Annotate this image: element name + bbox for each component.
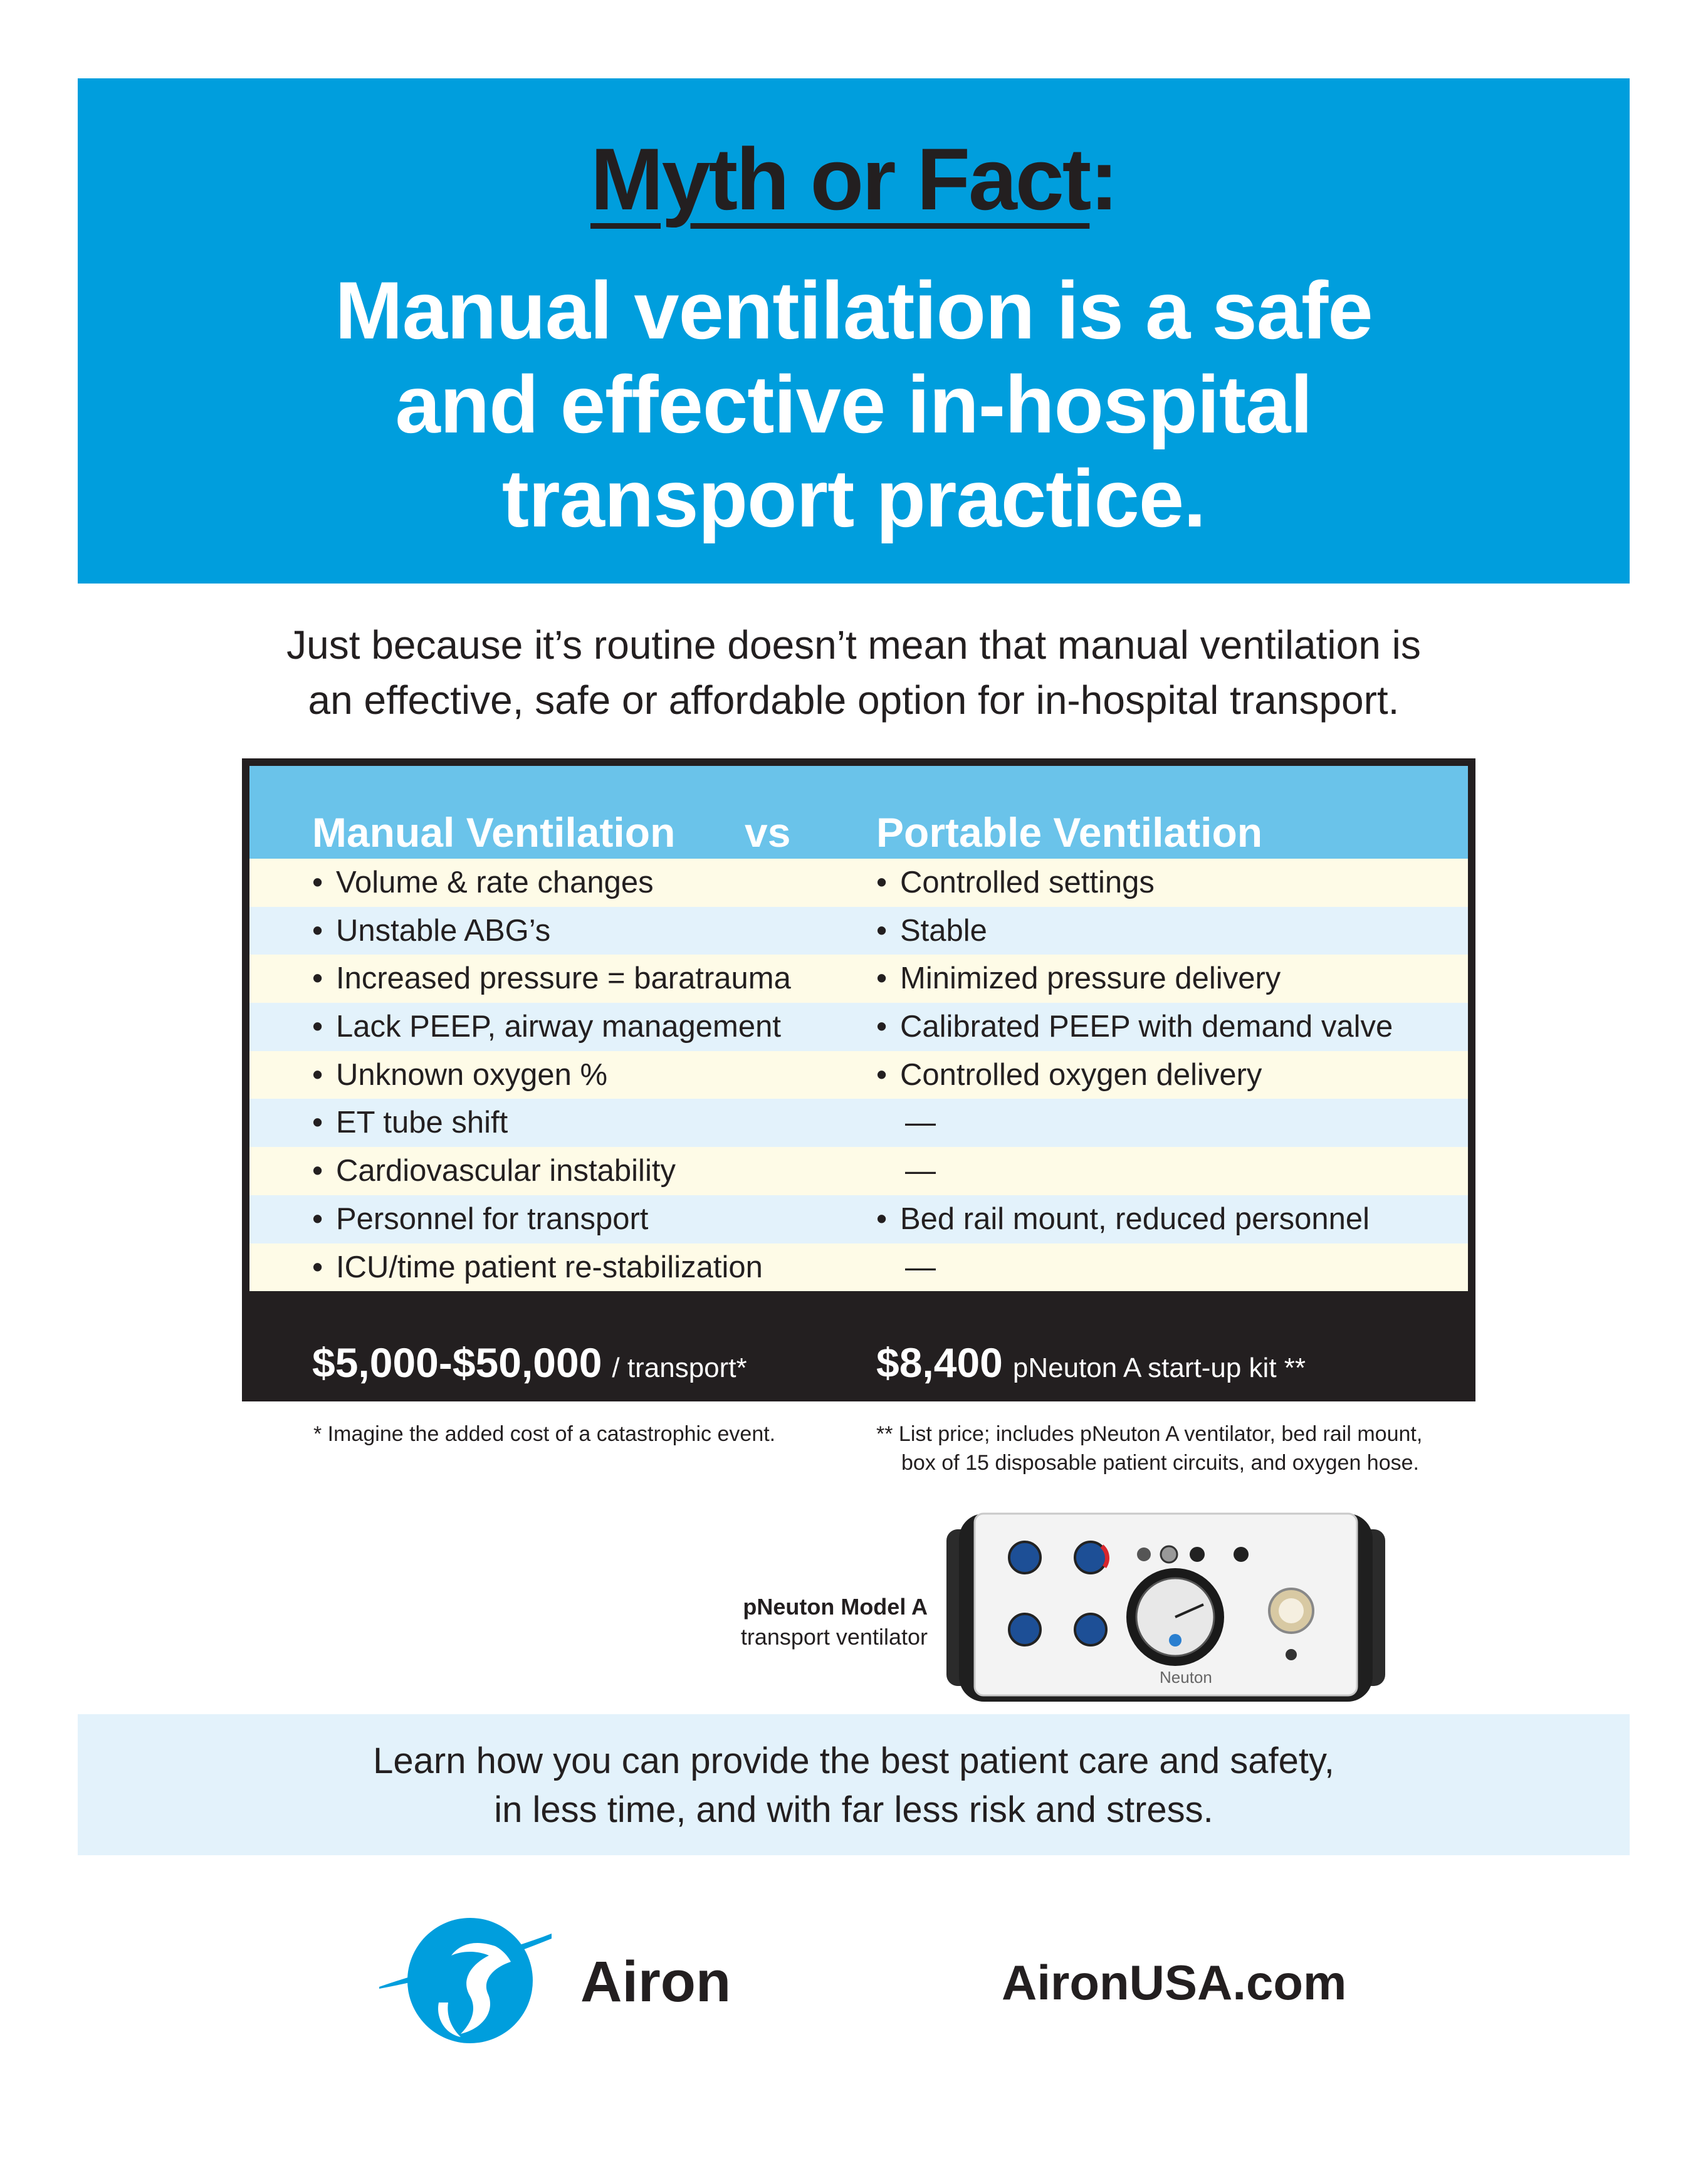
table-row xyxy=(249,955,1468,1003)
hero-kicker-text: Myth or Fact xyxy=(590,130,1090,228)
call-to-action xyxy=(78,1714,1630,1855)
product-subtitle: transport ventilator xyxy=(740,1624,928,1650)
manual-cell xyxy=(312,865,654,900)
table-row xyxy=(249,1195,1468,1243)
cell-text: Personnel for transport xyxy=(336,1202,649,1236)
intro-line: Just because it’s routine doesn’t mean that manual ventilation is xyxy=(286,622,1421,668)
cell-text: Bed rail mount, reduced personnel xyxy=(900,1202,1370,1236)
hero-title-line: and effective in-hospital xyxy=(395,359,1312,450)
cell-text: Volume & rate changes xyxy=(336,866,654,899)
table-row xyxy=(249,1099,1468,1147)
product-caption xyxy=(715,1592,928,1652)
comparison-rows xyxy=(249,859,1468,1291)
cell-text: ICU/time patient re-stabilization xyxy=(336,1250,763,1284)
website-link[interactable]: AironUSA.com xyxy=(1002,1955,1347,2010)
manual-cell xyxy=(312,1153,676,1188)
bullet-icon: • xyxy=(876,961,888,996)
manual-cell xyxy=(312,1250,763,1285)
footnote-right xyxy=(876,1420,1422,1477)
portable-price-value: $8,400 xyxy=(876,1339,1003,1386)
portable-header: Portable Ventilation xyxy=(876,809,1263,856)
comparison-header xyxy=(249,766,1468,859)
bullet-icon: • xyxy=(312,1154,323,1188)
cta-line: Learn how you can provide the best patient care and safety, xyxy=(373,1741,1334,1781)
product-name: pNeuton Model A xyxy=(743,1594,928,1620)
manual-cell xyxy=(312,1202,648,1237)
hero-kicker xyxy=(78,128,1630,230)
hero-banner xyxy=(78,78,1630,584)
bullet-icon: • xyxy=(312,1057,323,1092)
manual-price xyxy=(312,1339,747,1386)
hero-kicker-colon: : xyxy=(1089,130,1117,228)
table-row xyxy=(249,1051,1468,1099)
cell-text: Increased pressure = baratrauma xyxy=(336,961,791,996)
cell-text: Controlled oxygen delivery xyxy=(900,1057,1262,1092)
table-row xyxy=(249,907,1468,955)
cell-text: — xyxy=(905,1106,936,1140)
bullet-icon: • xyxy=(312,1202,323,1236)
table-row xyxy=(249,1243,1468,1292)
bullet-icon: • xyxy=(876,1057,888,1092)
cta-line: in less time, and with far less risk and stress. xyxy=(494,1789,1213,1830)
footnote-right-line: box of 15 disposable patient circuits, and oxygen hose. xyxy=(901,1451,1419,1475)
brand-name: Airon xyxy=(580,1950,731,2014)
cell-text: — xyxy=(905,1154,936,1188)
cell-text: Cardiovascular instability xyxy=(336,1154,676,1188)
intro-line: an effective, safe or affordable option for in-hospital transport. xyxy=(308,678,1400,723)
manual-price-unit: / transport* xyxy=(612,1353,747,1383)
manual-cell xyxy=(312,913,550,948)
bullet-icon: • xyxy=(312,1010,323,1044)
cell-text: ET tube shift xyxy=(336,1106,508,1140)
cell-text: Minimized pressure delivery xyxy=(900,961,1281,996)
cell-text: Controlled settings xyxy=(900,866,1155,899)
cell-text: Stable xyxy=(900,913,987,948)
hero-title-line: transport practice. xyxy=(501,453,1206,544)
portable-cell xyxy=(876,1202,1370,1237)
portable-cell xyxy=(876,961,1281,996)
cell-text: Unstable ABG’s xyxy=(336,913,551,948)
footnote-left: * Imagine the added cost of a catastrophic event. xyxy=(313,1422,776,1446)
manual-cell xyxy=(312,1105,508,1140)
portable-cell xyxy=(876,865,1155,900)
manual-cell xyxy=(312,1057,607,1092)
table-row xyxy=(249,1003,1468,1051)
airon-logo-icon xyxy=(376,1908,552,2046)
portable-cell xyxy=(876,1009,1393,1044)
vs-label: vs xyxy=(745,809,791,856)
table-row xyxy=(249,1147,1468,1195)
bullet-icon: • xyxy=(876,866,888,899)
portable-cell xyxy=(876,1153,936,1188)
portable-cell xyxy=(876,1105,936,1140)
cell-text: Lack PEEP, airway management xyxy=(336,1010,781,1044)
ventilator-device-image xyxy=(940,1501,1391,1714)
manual-cell xyxy=(312,1009,781,1044)
bullet-icon: • xyxy=(312,961,323,996)
bullet-icon: • xyxy=(312,1250,323,1284)
bullet-icon: • xyxy=(876,1010,888,1044)
table-row xyxy=(249,859,1468,907)
bullet-icon: • xyxy=(312,1106,323,1140)
portable-price-unit: pNeuton A start-up kit ** xyxy=(1012,1353,1306,1383)
cell-text: Unknown oxygen % xyxy=(336,1057,608,1092)
bullet-icon: • xyxy=(312,866,323,899)
cell-text: — xyxy=(905,1250,936,1284)
portable-cell xyxy=(876,913,987,948)
bullet-icon: • xyxy=(312,913,323,948)
intro-text xyxy=(78,617,1630,728)
comparison-table xyxy=(242,758,1475,1401)
portable-cell xyxy=(876,1250,936,1285)
device-brand-text: Neuton xyxy=(1160,1668,1212,1687)
portable-cell xyxy=(876,1057,1262,1092)
manual-price-value: $5,000-$50,000 xyxy=(312,1339,602,1386)
bullet-icon: • xyxy=(876,1202,888,1236)
hero-title-line: Manual ventilation is a safe xyxy=(335,264,1373,356)
hero-title xyxy=(78,263,1630,545)
price-row xyxy=(249,1322,1468,1394)
manual-cell xyxy=(312,961,791,996)
manual-header: Manual Ventilation xyxy=(312,809,676,856)
footnote-right-line: ** List price; includes pNeuton A ventilator, bed rail mount, xyxy=(876,1422,1423,1446)
portable-price xyxy=(876,1339,1306,1386)
bullet-icon: • xyxy=(876,913,888,948)
cell-text: Calibrated PEEP with demand valve xyxy=(900,1010,1393,1044)
